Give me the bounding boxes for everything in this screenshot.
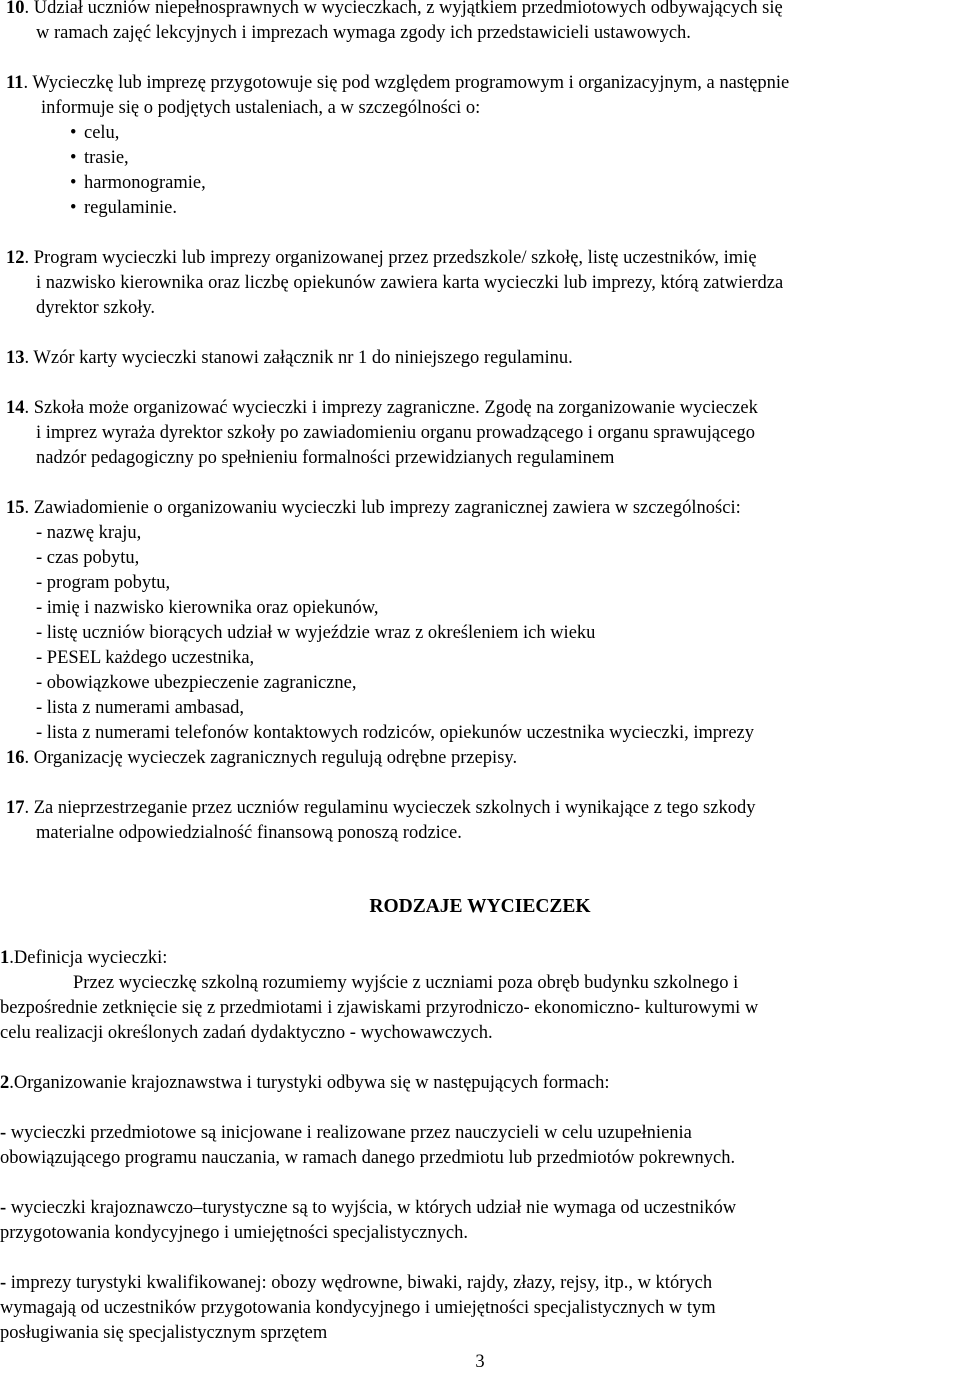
paragraph-text: . Za nieprzestrzeganie przez uczniów regulaminu wycieczek szkolnych i wynikające z tego szkody: [24, 798, 756, 818]
dash-marker: -: [0, 1273, 7, 1293]
paragraph-text: nadzór pedagogiczny po spełnieniu formalności przewidzianych regulaminem: [36, 448, 615, 468]
paragraph-text: informuje się o podjętych ustaleniach, a w szczególności o:: [41, 98, 481, 118]
paragraph-text: . Program wycieczki lub imprezy organizowanej przez przedszkole/ szkołę, listę uczestników, imię: [24, 248, 757, 268]
paragraph-text: wycieczki krajoznawczo–turystyczne są to wyjścia, w których udział nie wymaga od uczestników: [6, 1198, 737, 1218]
item-number: 10: [6, 0, 25, 18]
page-number: 3: [475, 1352, 485, 1372]
paragraph-text: w ramach zajęć lekcyjnych i imprezach wymaga zgody ich przedstawicieli ustawowych.: [36, 23, 691, 43]
list-item: - PESEL każdego uczestnika,: [36, 648, 255, 668]
paragraph-text: i nazwisko kierownika oraz liczbę opiekunów zawiera karta wycieczki lub imprezy, którą zatwierdza: [36, 273, 784, 293]
section-heading: RODZAJE WYCIECZEK: [369, 896, 591, 917]
paragraph-text: imprezy turystyki kwalifikowanej: obozy wędrowne, biwaki, rajdy, złazy, rejsy, itp., w których: [6, 1273, 713, 1293]
bullet-item: • regulaminie.: [70, 196, 177, 221]
paragraph-text: materialne odpowiedzialność finansową ponoszą rodzice.: [36, 823, 462, 843]
paragraph-text: przygotowania kondycyjnego i umiejętności specjalistycznych.: [0, 1223, 469, 1243]
paragraph-text: i imprez wyraża dyrektor szkoły po zawiadomieniu organu prowadzącego i organu sprawującego: [36, 423, 756, 443]
bullet-item: • celu,: [70, 121, 119, 146]
forms-title: .Organizowanie krajoznawstwa i turystyki odbywa się w następujących formach:: [9, 1073, 610, 1093]
item-number: 16: [6, 748, 25, 768]
list-item: - nazwę kraju,: [36, 523, 142, 543]
paragraph-text: bezpośrednie zetknięcie się z przedmiotami i zjawiskami przyrodniczo- ekonomiczno- kulturowymi w: [0, 998, 759, 1018]
paragraph-text: dyrektor szkoły.: [36, 298, 156, 318]
list-item: - program pobytu,: [36, 573, 171, 593]
list-item: - lista z numerami ambasad,: [36, 698, 245, 718]
dash-marker: -: [0, 1123, 7, 1143]
item-number: 17: [6, 798, 25, 818]
item-number: 1: [0, 948, 10, 968]
list-item: - lista z numerami telefonów kontaktowych rodziców, opiekunów uczestnika wycieczki, imprezy: [36, 723, 755, 743]
list-item: - listę uczniów biorących udział w wyjeździe wraz z określeniem ich wieku: [36, 623, 596, 643]
paragraph-text: . Zawiadomienie o organizowaniu wycieczki lub imprezy zagranicznej zawiera w szczególności:: [24, 498, 741, 518]
paragraph-text: wycieczki przedmiotowe są inicjowane i realizowane przez nauczycieli w celu uzupełnienia: [6, 1123, 692, 1143]
paragraph-text: . Organizację wycieczek zagranicznych regulują odrębne przepisy.: [24, 748, 518, 768]
item-number: 2: [0, 1073, 10, 1093]
bullet-item: • harmonogramie,: [70, 171, 206, 196]
paragraph-text: Przez wycieczkę szkolną rozumiemy wyjście z uczniami poza obręb budynku szkolnego i: [73, 973, 739, 993]
list-item: - obowiązkowe ubezpieczenie zagraniczne,: [36, 673, 357, 693]
item-number: 15: [6, 498, 25, 518]
paragraph-text: posługiwania się specjalistycznym sprzętem: [0, 1323, 328, 1343]
bullet-item: • trasie,: [70, 146, 129, 171]
paragraph-text: . Wzór karty wycieczki stanowi załącznik nr 1 do niniejszego regulaminu.: [24, 348, 573, 368]
paragraph-text: wymagają od uczestników przygotowania kondycyjnego i umiejętności specjalistycznych w tym: [0, 1298, 716, 1318]
dash-marker: -: [0, 1198, 7, 1218]
paragraph-text: . Szkoła może organizować wycieczki i imprezy zagraniczne. Zgodę na zorganizowanie wycieczek: [24, 398, 758, 418]
paragraph-text: celu realizacji określonych zadań dydaktyczno - wychowawczych.: [0, 1023, 493, 1043]
list-item: - imię i nazwisko kierownika oraz opiekunów,: [36, 598, 379, 618]
paragraph-text: . Udział uczniów niepełnosprawnych w wycieczkach, z wyjątkiem przedmiotowych odbywających się: [24, 0, 783, 18]
paragraph-text: . Wycieczkę lub imprezę przygotowuje się pod względem programowym i organizacyjnym, a następnie: [23, 73, 790, 93]
paragraph-text: obowiązującego programu nauczania, w ramach danego przedmiotu lub przedmiotów pokrewnych.: [0, 1148, 736, 1168]
list-item: - czas pobytu,: [36, 548, 140, 568]
item-number: 11: [6, 73, 24, 93]
definition-title: .Definicja wycieczki:: [9, 948, 168, 968]
item-number: 14: [6, 398, 25, 418]
item-number: 13: [6, 348, 25, 368]
item-number: 12: [6, 248, 25, 268]
